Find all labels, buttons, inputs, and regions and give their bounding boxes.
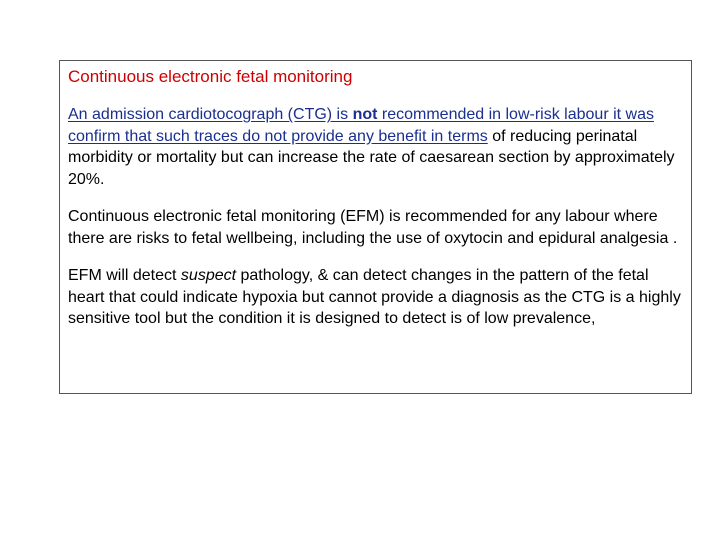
paragraph-efm-detection: EFM will detect suspect pathology, & can detect changes in the pattern of the fetal heart that could indicate hypoxia but cannot provide a diagnosis as the CTG is a highly sensitive tool but the condition it is designed to detect is of low prevalence,: [68, 267, 681, 327]
paragraph-continuous-efm: Continuous electronic fetal monitoring (EFM) is recommended for any labour where there are risks to fetal wellbeing, including the use of oxytocin and epidural analgesia .: [68, 208, 678, 247]
admission-ctg-underlined-text: An admission cardiotocograph (CTG) is not recommended in low-risk labour it was confirm that such traces do not provide any benefit in terms: [68, 106, 654, 145]
suspect-emphasis: suspect: [180, 267, 237, 284]
admission-ctg-plain-text: of reducing perinatal morbidity or mortality but can increase the rate of caesarean section by approximately 20%.: [68, 127, 675, 188]
slide-title: Continuous electronic fetal monitoring: [68, 67, 353, 86]
not-emphasis: not: [352, 106, 378, 123]
paragraph-admission-ctg: [68, 104, 683, 190]
content-box: [59, 60, 692, 394]
